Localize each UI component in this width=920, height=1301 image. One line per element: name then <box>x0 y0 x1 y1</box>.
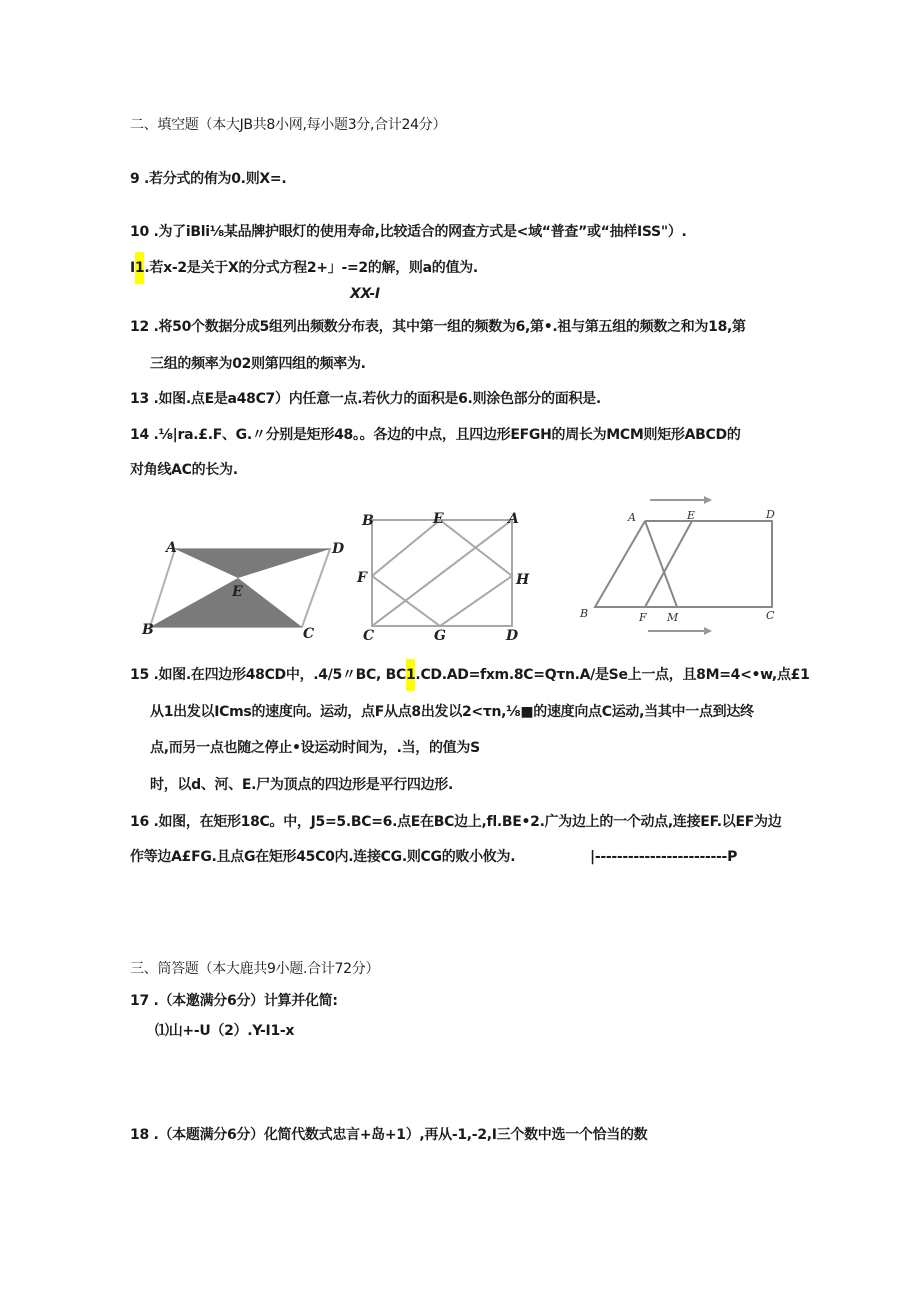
figure-13-parallelogram <box>141 540 345 642</box>
svg-text:A: A <box>166 540 177 556</box>
svg-text:H: H <box>516 572 530 588</box>
question-15-line3: 点,而另一点也随之停止•设运动时间为，.当，的值为S <box>150 740 480 756</box>
q15-text-a: 15 .如图.在四边形48CD中，.4/5〃BC, BC <box>130 667 406 683</box>
question-14-line1: 14 .⅛|ra.£.F、G.〃分别是矩形48。。各边的中点，且四边形EFGH的周长为MCM则矩形ABCD的 <box>130 427 741 443</box>
svg-text:F: F <box>357 570 367 586</box>
svg-text:F: F <box>639 611 647 624</box>
svg-text:E: E <box>232 584 243 600</box>
shaded-triangle-bottom <box>150 578 302 627</box>
svg-text:D: D <box>332 541 345 557</box>
q11-text: .若x-2是关于X的分式方程2+」-=2的解，则a的值为. <box>144 260 478 276</box>
svg-text:C: C <box>303 626 315 642</box>
question-13: 13 .如图.点E是a48C7）内任意一点.若伙力的面积是6.则涂色部分的面积是. <box>130 391 601 407</box>
question-15-line2: 从1出发以ICms的速度向。运动，点F从点8出发以2<τn,⅛■的速度向点C运动,当其中一点到达终 <box>150 704 754 720</box>
q11-pre: I <box>130 260 135 276</box>
svg-text:B: B <box>362 513 374 529</box>
section2-title: 二、填空题（本大JB共8小网,每小题3分,合计24分） <box>130 117 447 133</box>
question-15-line4: 时，以d、河、E.尸为顶点的四边形是平行四边形. <box>150 777 454 793</box>
q11-highlight: 1 <box>135 252 144 284</box>
question-10: 10 .为了iBli⅛某品牌护眼灯的使用寿命,比较适合的网查方式是<域“普查”或“抽样ISS"）. <box>130 224 687 240</box>
q11-denominator: XX-I <box>350 286 380 302</box>
svg-text:E: E <box>687 509 696 522</box>
svg-text:B: B <box>142 622 154 638</box>
svg-text:A: A <box>628 511 636 524</box>
question-15-line1 <box>130 665 810 685</box>
svg-text:A: A <box>508 511 519 527</box>
svg-text:B: B <box>580 607 589 620</box>
svg-text:G: G <box>434 628 446 644</box>
section3-title: 三、筒答题（本大鹿共9小题.合计72分） <box>130 961 380 977</box>
q15-text-b: .CD.AD=fxm.8C=Qτn.A/是Se上一点，且8M=4<•w,点£1 <box>415 667 810 683</box>
question-12-line1: 12 .将50个数据分成5组列出频数分布表，其中第一组的频数为6,第•.祖与第五组的频数之和为18,第 <box>130 319 746 335</box>
svg-text:C: C <box>363 628 375 644</box>
question-14-line2: 对角线AC的长为. <box>130 462 238 478</box>
svg-text:D: D <box>766 508 775 521</box>
svg-text:D: D <box>506 628 519 644</box>
svg-text:C: C <box>766 609 775 622</box>
figure-15-trapezoid <box>579 496 775 635</box>
question-18: 18 .（本题满分6分）化简代数式忠言+岛+1）,再从-1,-2,I三个数中选一个恰当的数 <box>130 1127 648 1143</box>
shaded-triangle-top <box>175 549 330 578</box>
question-16-line2: 作等边A£FG.且点G在矩形45C0内.连接CG.则CG的败小攸为. <box>130 849 516 865</box>
question-12-line2: 三组的频率为02则第四组的频率为. <box>150 356 366 372</box>
question-17-line1: 17 .（本邀满分6分）计算并化简: <box>130 993 338 1009</box>
question-16-line1: 16 .如图，在矩形18C。中，J5=5.BC=6.点E在BC边上,fl.BE•2.广为边上的一个动点,连接EF.以EF为边 <box>130 814 782 830</box>
question-9: 9 .若分式的侑为0.则X=. <box>130 171 287 187</box>
q15-highlight: 1 <box>406 659 415 691</box>
svg-text:E: E <box>433 511 444 527</box>
question-17-line2: ⑴山+-U（2）.Y-I1-x <box>155 1023 295 1039</box>
svg-text:M: M <box>667 611 679 624</box>
question-16-tail: |------------------------P <box>590 849 738 865</box>
figure-14-rectangle <box>356 511 530 644</box>
